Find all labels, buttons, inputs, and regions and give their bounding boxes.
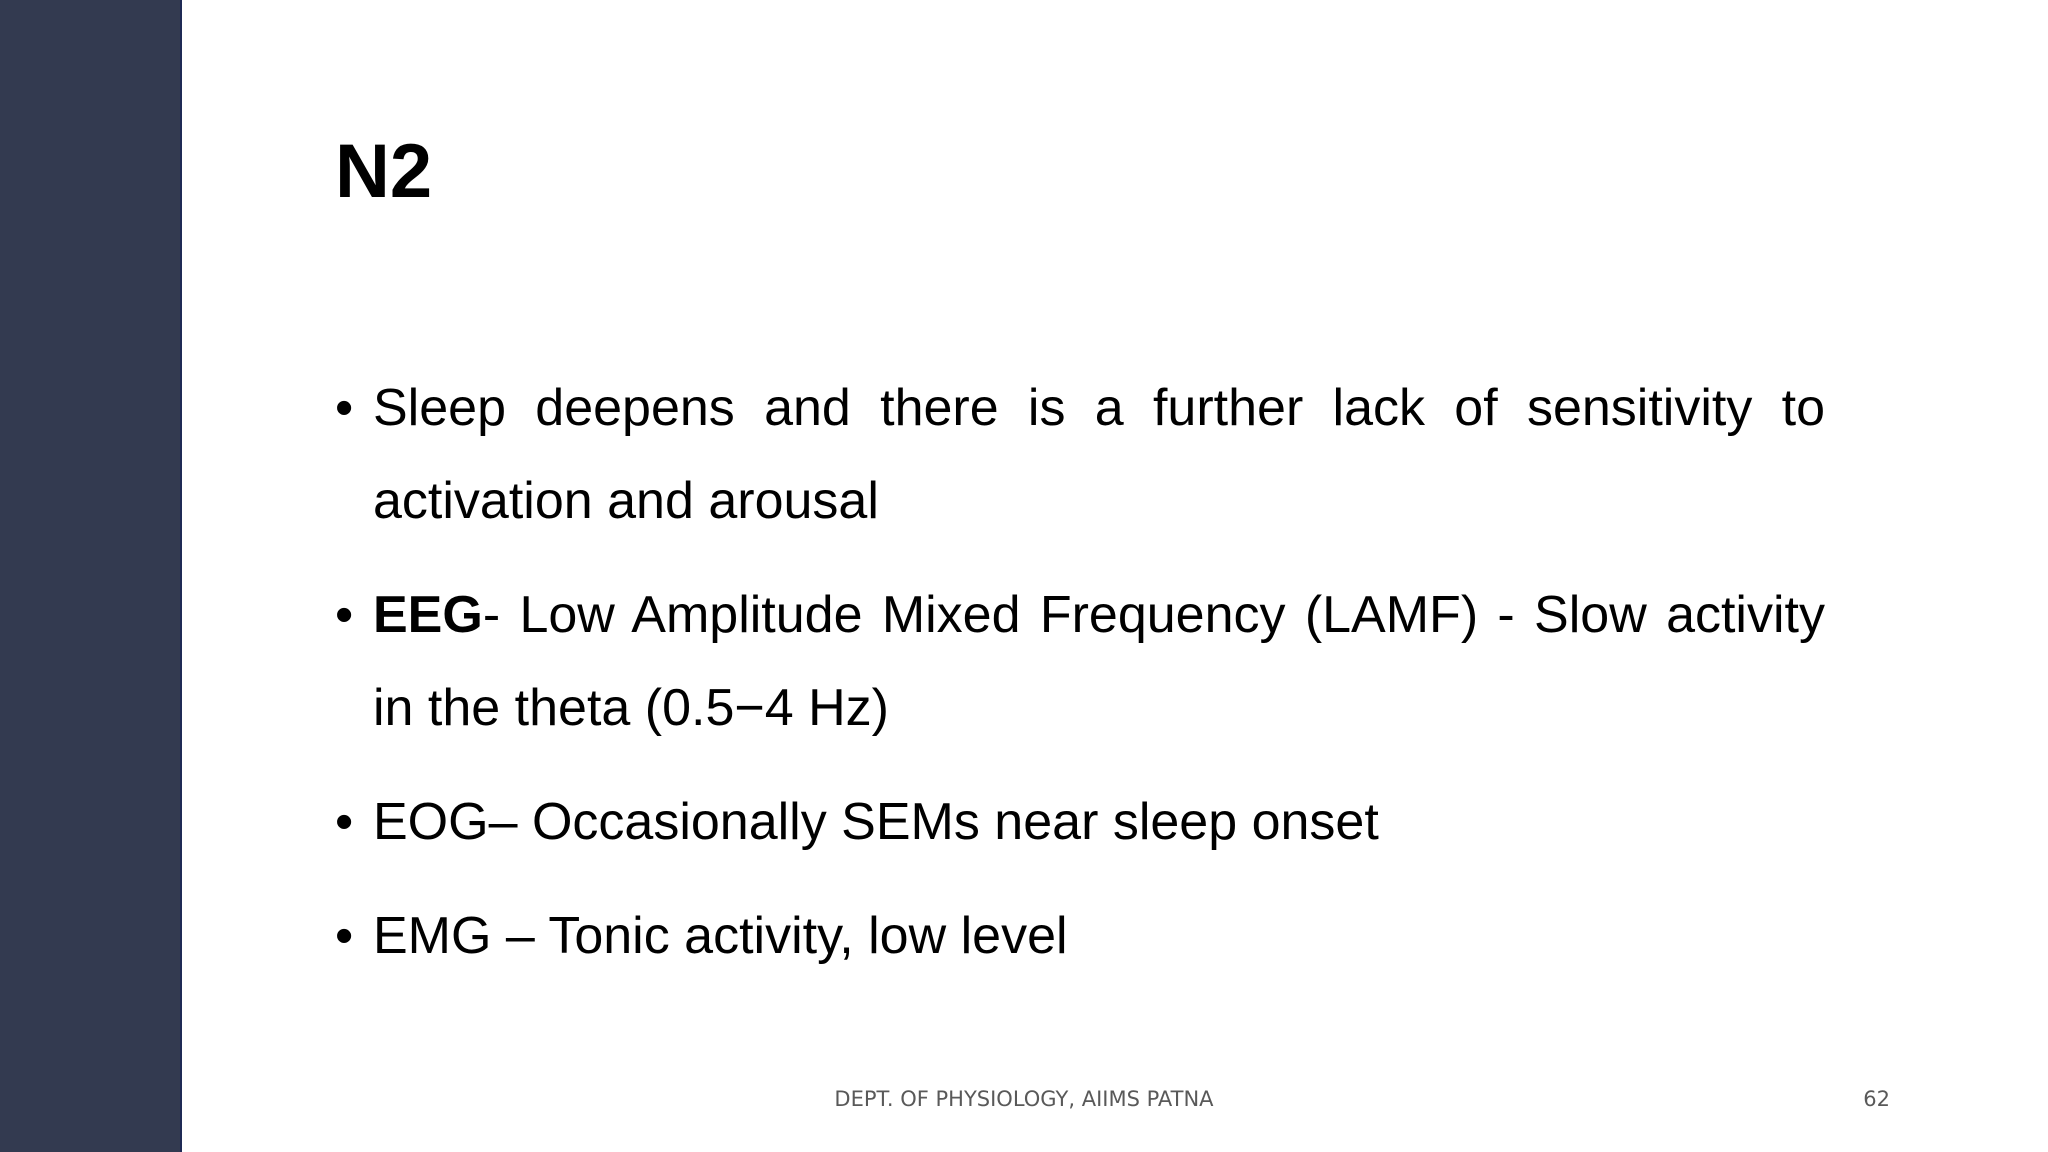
- slide-title: N2: [335, 129, 433, 214]
- bullet-bold-label: EEG: [373, 586, 483, 644]
- footer-text: DEPT. OF PHYSIOLOGY, AIIMS PATNA: [834, 1087, 1214, 1111]
- bullet-list: [335, 362, 1825, 1004]
- bullet-item: [335, 890, 1825, 983]
- bullet-dot-icon: •: [335, 907, 354, 965]
- bullet-dot-icon: •: [335, 379, 354, 437]
- bullet-dot-icon: •: [335, 586, 354, 644]
- side-bar: [0, 0, 182, 1152]
- bullet-item: [335, 569, 1825, 755]
- bullet-item: [335, 362, 1825, 548]
- bullet-item: [335, 776, 1825, 869]
- page-number: 62: [1863, 1087, 1890, 1111]
- bullet-text: - Low Amplitude Mixed Frequency (LAMF) - Slow activity in the theta (0.5−4 Hz): [373, 586, 1825, 737]
- bullet-text: EMG – Tonic activity, low level: [373, 907, 1068, 965]
- bullet-dot-icon: •: [335, 793, 354, 851]
- bullet-text: EOG– Occasionally SEMs near sleep onset: [373, 793, 1379, 851]
- bullet-text: Sleep deepens and there is a further lack of sensitivity to activation and arousal: [373, 379, 1825, 530]
